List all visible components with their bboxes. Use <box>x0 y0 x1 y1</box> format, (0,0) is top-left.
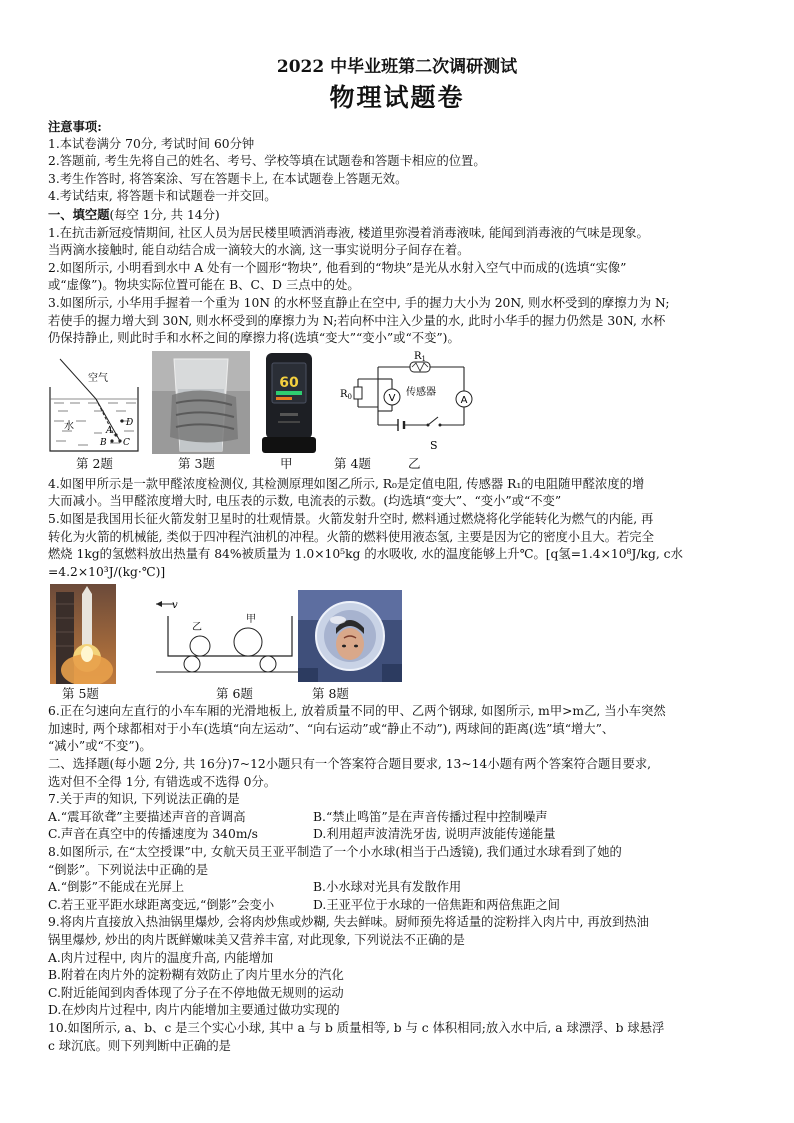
question-line: 1.在抗击新冠疫情期间, 社区人员为居民楼里喷洒消毒液, 楼道里弥漫着消毒液味, 能闻到消毒液的气味是现象。 <box>48 225 649 240</box>
figure-8-caption: 第 8题 <box>312 686 349 702</box>
figure-circuit <box>328 351 478 459</box>
section1-heading <box>48 206 748 225</box>
figure-4b-caption: 乙 <box>408 455 421 471</box>
option-b: B.附着在肉片外的淀粉糊有效防止了肉片里水分的汽化 <box>48 968 344 983</box>
figure-row-2 <box>48 584 748 702</box>
question-line: 仍保持静止, 则此时手和水杯之间的摩擦力将(选填“变大”“变小”或“不变”)。 <box>48 331 460 346</box>
ball-jia-label: 甲 <box>246 614 256 626</box>
section2-heading: 选对但不全得 1分, 有错选或不选得 0分。 <box>48 774 277 789</box>
notice-item: 2.答题前, 考生先将自己的姓名、考号、学校等填在试题卷和答题卡相应的位置。 <box>48 154 486 169</box>
question-line: =4.2×10³J/(kg·℃)] <box>48 564 166 579</box>
point-d-label: D <box>126 417 134 428</box>
ball-yi-label: 乙 <box>192 622 202 634</box>
option-row <box>48 809 748 827</box>
sensor-label: 传感器 <box>406 386 436 398</box>
option-d: D.利用超声波清洗牙齿, 说明声波能传递能量 <box>313 827 556 842</box>
option-c: C.声音在真空中的传播速度为 340m/s <box>48 827 258 842</box>
option-b: B.小水球对光具有发散作用 <box>313 880 462 895</box>
figure-rocket <box>50 584 116 684</box>
question-stem: c 球沉底。则下列判断中正确的是 <box>48 1038 231 1053</box>
question-line: “减小”或“不变”)。 <box>48 739 152 754</box>
switch-label: S <box>430 438 438 452</box>
point-c-label: C <box>123 437 130 448</box>
option-a: A.“倒影”不能成在光屏上 <box>48 880 185 895</box>
air-label: 空气 <box>88 372 108 384</box>
figure-4a-caption: 甲 <box>280 455 293 471</box>
question-line: 6.正在匀速向左直行的小车车厢的光滑地板上, 放着质量不同的甲、乙两个钢球, 如图所示, m甲>m乙, 当小车突然 <box>48 704 666 719</box>
figure-5-caption: 第 5题 <box>62 686 99 702</box>
option-d: D.王亚平位于水球的一倍焦距和两倍焦距之间 <box>313 897 560 912</box>
question-line: 4.如图甲所示是一款甲醛浓度检测仪, 其检测原理如图乙所示, R₀是定值电阻, 传感器 R₁的电阻随甲醛浓度的增 <box>48 476 645 491</box>
figure-3-caption: 第 3题 <box>178 455 215 471</box>
option-row <box>48 897 748 915</box>
velocity-label: v <box>172 600 178 612</box>
figure-hand-cup <box>152 351 250 454</box>
exam-subtitle: 物理试题卷 <box>329 83 465 112</box>
question-line: 5.如图是我国用长征火箭发射卫星时的壮观情景。火箭发射升空时, 燃料通过燃烧将化学能转化为燃气的内能, 再 <box>48 511 654 526</box>
point-b-label: B <box>100 437 107 448</box>
detector-reading: 60 <box>279 374 299 391</box>
question-line: 当两滴水接触时, 能自动结合成一滴较大的水滴, 这一事实说明分子间存在着。 <box>48 243 470 258</box>
question-line: 3.如图所示, 小华用手握着一个重为 10N 的水杯竖直静止在空中, 手的握力大小为 20N, 则水杯受到的摩擦力为 N; <box>48 295 670 310</box>
section1-note: (每空 1分, 共 14分) <box>109 207 220 222</box>
notice-item: 1.本试卷满分 70分, 考试时间 60分钟 <box>48 136 255 151</box>
question-line: 大而减小。当甲醛浓度增大时, 电压表的示数, 电流表的示数。(均选填“变大”、“变小”或“不变” <box>48 494 562 509</box>
option-row <box>48 879 748 897</box>
notice-heading: 注意事项: <box>48 119 102 134</box>
question-stem: 8.如图所示, 在“太空授课”中, 女航天员王亚平制造了一个小水球(相当于凸透镜), 我们通过水球看到了她的 <box>48 845 622 860</box>
question-stem: “倒影”。下列说法中正确的是 <box>48 862 209 877</box>
figure-cart <box>152 596 302 676</box>
section1-title: 一、填空题 <box>48 206 110 222</box>
figure-row-1 <box>48 351 748 475</box>
figure-4-caption: 第 4题 <box>334 455 371 471</box>
notice-item: 3.考生作答时, 将答案涂、写在答题卡上, 在本试题卷上答题无效。 <box>48 171 408 186</box>
option-b: B.“禁止鸣笛”是在声音传播过程中控制噪声 <box>313 809 548 824</box>
figure-water-ball <box>298 590 402 682</box>
question-stem: 10.如图所示, a、b、c 是三个实心小球, 其中 a 与 b 质量相等, b 与 c 体积相同;放入水中后, a 球漂浮、b 球悬浮 <box>48 1020 665 1035</box>
figure-6-caption: 第 6题 <box>216 686 253 702</box>
question-line: 若使手的握力增大到 30N, 则水杯受到的摩擦力为 N;若向杯中注入少量的水, 此时小华手的握力仍然是 30N, 水杯 <box>48 313 666 328</box>
question-line: 加速时, 两个球都相对于小车(选填“向左运动”、“向右运动”或“静止不动”), 两球间的距离(选”填“增大”、 <box>48 721 615 736</box>
option-a: A.“震耳欲聋”主要描述声音的音调高 <box>48 809 246 824</box>
exam-content <box>48 118 748 1055</box>
ammeter-label: A <box>460 394 468 406</box>
figure-2-caption: 第 2题 <box>76 455 113 471</box>
r1-label: $R_1$ <box>414 350 426 363</box>
exam-title: 2022 中毕业班第二次调研测试 <box>276 57 518 77</box>
section2-heading: 二、选择题(每小题 2分, 共 16分)7~12小题只有一个答案符合题目要求, 13~14小题有两个答案符合题目要求, <box>48 757 652 772</box>
question-line: 或“虚像”)。物块实际位置可能在 B、C、D 三点中的处。 <box>48 278 360 293</box>
voltmeter-label: V <box>388 392 396 404</box>
question-line: 转化为火箭的机械能, 类似于四冲程汽油机的冲程。火箭的燃料使用液态氢, 主要是因为它的密度小且大。若完全 <box>48 529 654 544</box>
point-a-label: A <box>106 425 113 436</box>
option-d: D.在炒肉片过程中, 肉片内能增加主要通过做功实现的 <box>48 1003 340 1018</box>
question-stem: 9.将肉片直接放入热油锅里爆炒, 会将肉炒焦或炒糊, 失去鲜味。厨师预先将适量的淀粉拌入肉片中, 再放到热油 <box>48 915 649 930</box>
figure-water-tank <box>48 355 140 455</box>
figure-detector <box>258 351 320 455</box>
question-line: 燃烧 1kg的氢燃料放出热量有 84%被质量为 1.0×10⁵kg 的水吸收, 水的温度能够上升℃。[q氢=1.4×10⁸J/kg, c水 <box>48 547 683 562</box>
option-c: C.附近能闻到肉香体现了分子在不停地做无规则的运动 <box>48 985 344 1000</box>
option-c: C.若王亚平距水球距离变远,“倒影”会变小 <box>48 897 275 912</box>
question-line: 2.如图所示, 小明看到水中 A 处有一个圆形“物块”, 他看到的“物块”是光从水射入空气中而成的(选填“实像” <box>48 260 627 275</box>
option-a: A.肉片过程中, 肉片的温度升高, 内能增加 <box>48 950 274 965</box>
r0-label: $R_0$ <box>340 388 352 401</box>
question-stem: 锅里爆炒, 炒出的肉片既鲜嫩味美又营养丰富, 对此现象, 下列说法不正确的是 <box>48 933 465 947</box>
water-label: 水 <box>64 420 74 432</box>
question-stem: 7.关于声的知识, 下列说法正确的是 <box>48 792 240 807</box>
option-row <box>48 826 748 844</box>
notice-item: 4.考试结束, 将答题卡和试题卷一并交回。 <box>48 189 277 204</box>
